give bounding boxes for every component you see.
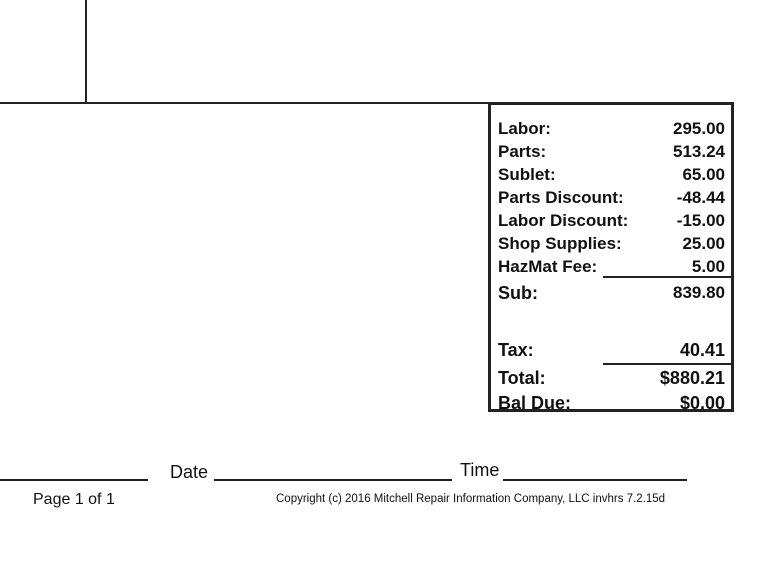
subtotal-rule (603, 276, 731, 278)
totals-box (488, 102, 734, 412)
horizontal-divider (0, 102, 490, 104)
hazmat-label: HazMat Fee: (498, 257, 598, 276)
shop-supplies-label: Shop Supplies: (498, 234, 622, 253)
sublet-row (498, 165, 725, 187)
parts-discount-value: -48.44 (676, 188, 725, 207)
time-label: Time (460, 460, 500, 480)
vertical-divider (85, 0, 87, 104)
date-line (214, 479, 452, 481)
parts-value: 513.24 (673, 142, 725, 161)
sub-row (498, 283, 725, 305)
parts-row (498, 142, 725, 164)
total-rule (603, 363, 731, 365)
bal-due-row (498, 393, 725, 415)
total-label: Total: (498, 368, 546, 388)
labor-row (498, 119, 725, 141)
page-number: Page 1 of 1 (33, 491, 115, 508)
labor-discount-value: -15.00 (676, 211, 725, 230)
bal-due-label: Bal Due: (498, 393, 572, 413)
tax-row (498, 340, 725, 362)
date-label: Date (170, 462, 209, 482)
shop-supplies-row (498, 234, 725, 256)
labor-value: 295.00 (673, 119, 725, 138)
signature-line (0, 479, 148, 481)
shop-supplies-value: 25.00 (682, 234, 725, 253)
tax-label: Tax: (498, 340, 534, 360)
total-value: $880.21 (659, 368, 725, 388)
sub-label: Sub: (498, 283, 538, 303)
parts-discount-label: Parts Discount: (498, 188, 624, 207)
parts-label: Parts: (498, 142, 547, 161)
copyright-text: Copyright (c) 2016 Mitchell Repair Information Company, LLC invhrs 7.2.15d (276, 493, 666, 505)
tax-value: 40.41 (679, 340, 725, 360)
sublet-value: 65.00 (682, 165, 725, 184)
bal-due-value: $0.00 (679, 393, 725, 413)
total-row (498, 368, 725, 390)
labor-label: Labor: (498, 119, 551, 138)
sublet-label: Sublet: (498, 165, 556, 184)
parts-discount-row (498, 188, 725, 210)
hazmat-value: 5.00 (691, 257, 725, 276)
labor-discount-row (498, 211, 725, 233)
labor-discount-label: Labor Discount: (498, 211, 629, 230)
sub-value: 839.80 (673, 283, 725, 302)
time-line (503, 479, 687, 481)
